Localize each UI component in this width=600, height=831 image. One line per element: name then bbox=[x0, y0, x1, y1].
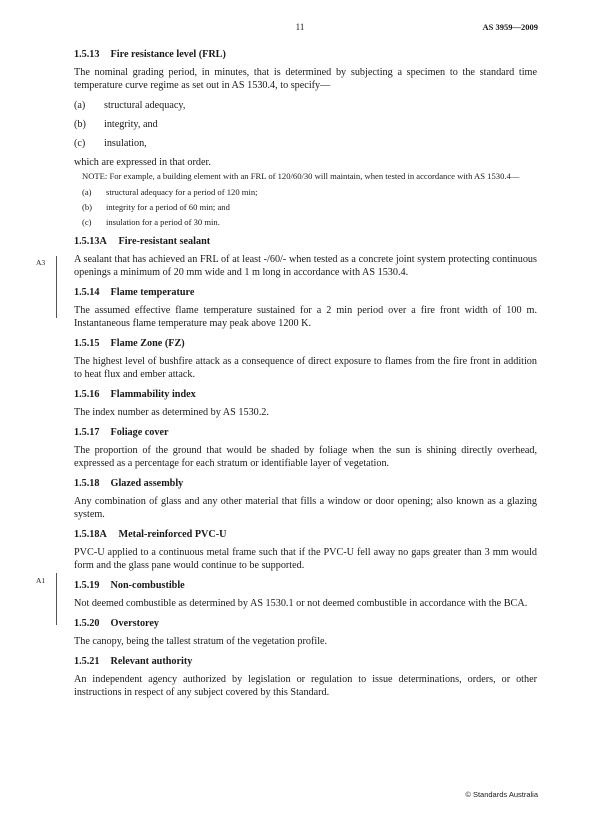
section-number: 1.5.13 bbox=[74, 49, 100, 60]
section-1518a bbox=[74, 528, 537, 572]
section-title: Glazed assembly bbox=[110, 478, 184, 489]
section-heading bbox=[74, 655, 537, 668]
section-1521 bbox=[74, 655, 537, 699]
section-title: Flame temperature bbox=[110, 287, 195, 298]
section-number: 1.5.18 bbox=[74, 478, 100, 489]
section-1514 bbox=[74, 286, 537, 330]
list-item: (a) structural adequacy, bbox=[74, 100, 186, 111]
section-number: 1.5.13A bbox=[74, 236, 107, 247]
section-title: Fire-resistant sealant bbox=[118, 236, 211, 247]
section-heading bbox=[74, 617, 537, 630]
page-number: 11 bbox=[295, 22, 305, 32]
list-item: (c) insulation, bbox=[74, 138, 147, 149]
section-number: 1.5.20 bbox=[74, 618, 100, 629]
section-1516 bbox=[74, 388, 537, 419]
note: NOTE: For example, a building element with an FRL of 120/60/30 will maintain, when tested in accordance with AS 1530.4— bbox=[82, 171, 520, 181]
list-item: (b) integrity for a period of 60 min; and bbox=[82, 202, 230, 212]
amendment-marker-a1: A1 bbox=[36, 576, 46, 585]
note-list bbox=[82, 187, 537, 228]
standard-id: AS 3959—2009 bbox=[482, 22, 538, 32]
section-closing: which are expressed in that order. bbox=[74, 157, 211, 168]
section-title: Overstorey bbox=[110, 618, 160, 629]
section-paragraph: Any combination of glass and any other material that fills a window or door opening; also known as a glazing system. bbox=[74, 496, 537, 520]
section-paragraph: The index number as determined by AS 1530.2. bbox=[74, 407, 269, 418]
section-heading bbox=[74, 235, 537, 248]
section-number: 1.5.14 bbox=[74, 287, 100, 298]
section-title: Flammability index bbox=[110, 389, 196, 400]
amendment-marker-a3: A3 bbox=[36, 258, 46, 267]
section-title: Flame Zone (FZ) bbox=[110, 338, 185, 349]
section-heading bbox=[74, 286, 537, 299]
section-title: Metal-reinforced PVC-U bbox=[118, 529, 227, 540]
amendment-bar-a1 bbox=[56, 573, 57, 625]
section-number: 1.5.19 bbox=[74, 580, 100, 591]
section-paragraph: The proportion of the ground that would be shaded by foliage when the sun is shining directly overhead, expressed as a percentage for each stratum or identifiable layer of vegetation. bbox=[74, 445, 537, 469]
section-1515 bbox=[74, 337, 537, 381]
section-paragraph: The highest level of bushfire attack as a consequence of direct exposure to flames from the fire front in addition to heat flux and ember attack. bbox=[74, 356, 537, 380]
section-paragraph: The assumed effective flame temperature sustained for a 2 min period over a fire front width of 100 m. Instantaneous flame temperature may peak above 1200 K. bbox=[74, 305, 537, 329]
section-paragraph: PVC-U applied to a continuous metal frame such that if the PVC-U fell away no gaps greater than 3 mm would form and the glass pane would continue to be supported. bbox=[74, 547, 537, 571]
document-body bbox=[74, 48, 537, 706]
section-title: Fire resistance level (FRL) bbox=[110, 49, 226, 60]
section-title: Non-combustible bbox=[110, 580, 185, 591]
section-1518 bbox=[74, 477, 537, 521]
section-1513a bbox=[74, 235, 537, 279]
section-paragraph: An independent agency authorized by legislation or regulation to issue determinations, orders, or other instructions in respect of any subject covered by this Standard. bbox=[74, 674, 537, 698]
list-item: (c) insulation for a period of 30 min. bbox=[82, 217, 220, 227]
section-number: 1.5.18A bbox=[74, 529, 107, 540]
section-title: Relevant authority bbox=[110, 656, 193, 667]
section-heading bbox=[74, 388, 537, 401]
section-paragraph: The canopy, being the tallest stratum of the vegetation profile. bbox=[74, 636, 328, 647]
section-1513 bbox=[74, 48, 537, 228]
section-number: 1.5.15 bbox=[74, 338, 100, 349]
section-heading bbox=[74, 48, 537, 61]
section-number: 1.5.17 bbox=[74, 427, 100, 438]
section-heading bbox=[74, 579, 537, 592]
section-paragraph: Not deemed combustible as determined by AS 1530.1 or not deemed combustible in accordance with the BCA. bbox=[74, 598, 528, 609]
section-1519 bbox=[74, 579, 537, 610]
section-heading bbox=[74, 426, 537, 439]
section-heading bbox=[74, 528, 537, 541]
section-heading bbox=[74, 337, 537, 350]
list-item: (b) integrity, and bbox=[74, 119, 158, 130]
section-paragraph: The nominal grading period, in minutes, that is determined by subjecting a specimen to the standard time temperature curve regime as set out in AS 1530.4, to specify— bbox=[74, 67, 537, 91]
section-1517 bbox=[74, 426, 537, 470]
section-title: Foliage cover bbox=[110, 427, 169, 438]
section-heading bbox=[74, 477, 537, 490]
frl-criteria-list bbox=[74, 99, 537, 150]
list-item: (a) structural adequacy for a period of 120 min; bbox=[82, 187, 258, 197]
copyright-footer: © Standards Australia bbox=[465, 790, 538, 799]
section-number: 1.5.16 bbox=[74, 389, 100, 400]
section-paragraph: A sealant that has achieved an FRL of at least -/60/- when tested as a concrete joint system protecting continuous openings a minimum of 20 mm wide and 1 m long in accordance with AS 1530.4. bbox=[74, 254, 537, 278]
section-1520 bbox=[74, 617, 537, 648]
amendment-bar-a3 bbox=[56, 256, 57, 318]
section-number: 1.5.21 bbox=[74, 656, 100, 667]
